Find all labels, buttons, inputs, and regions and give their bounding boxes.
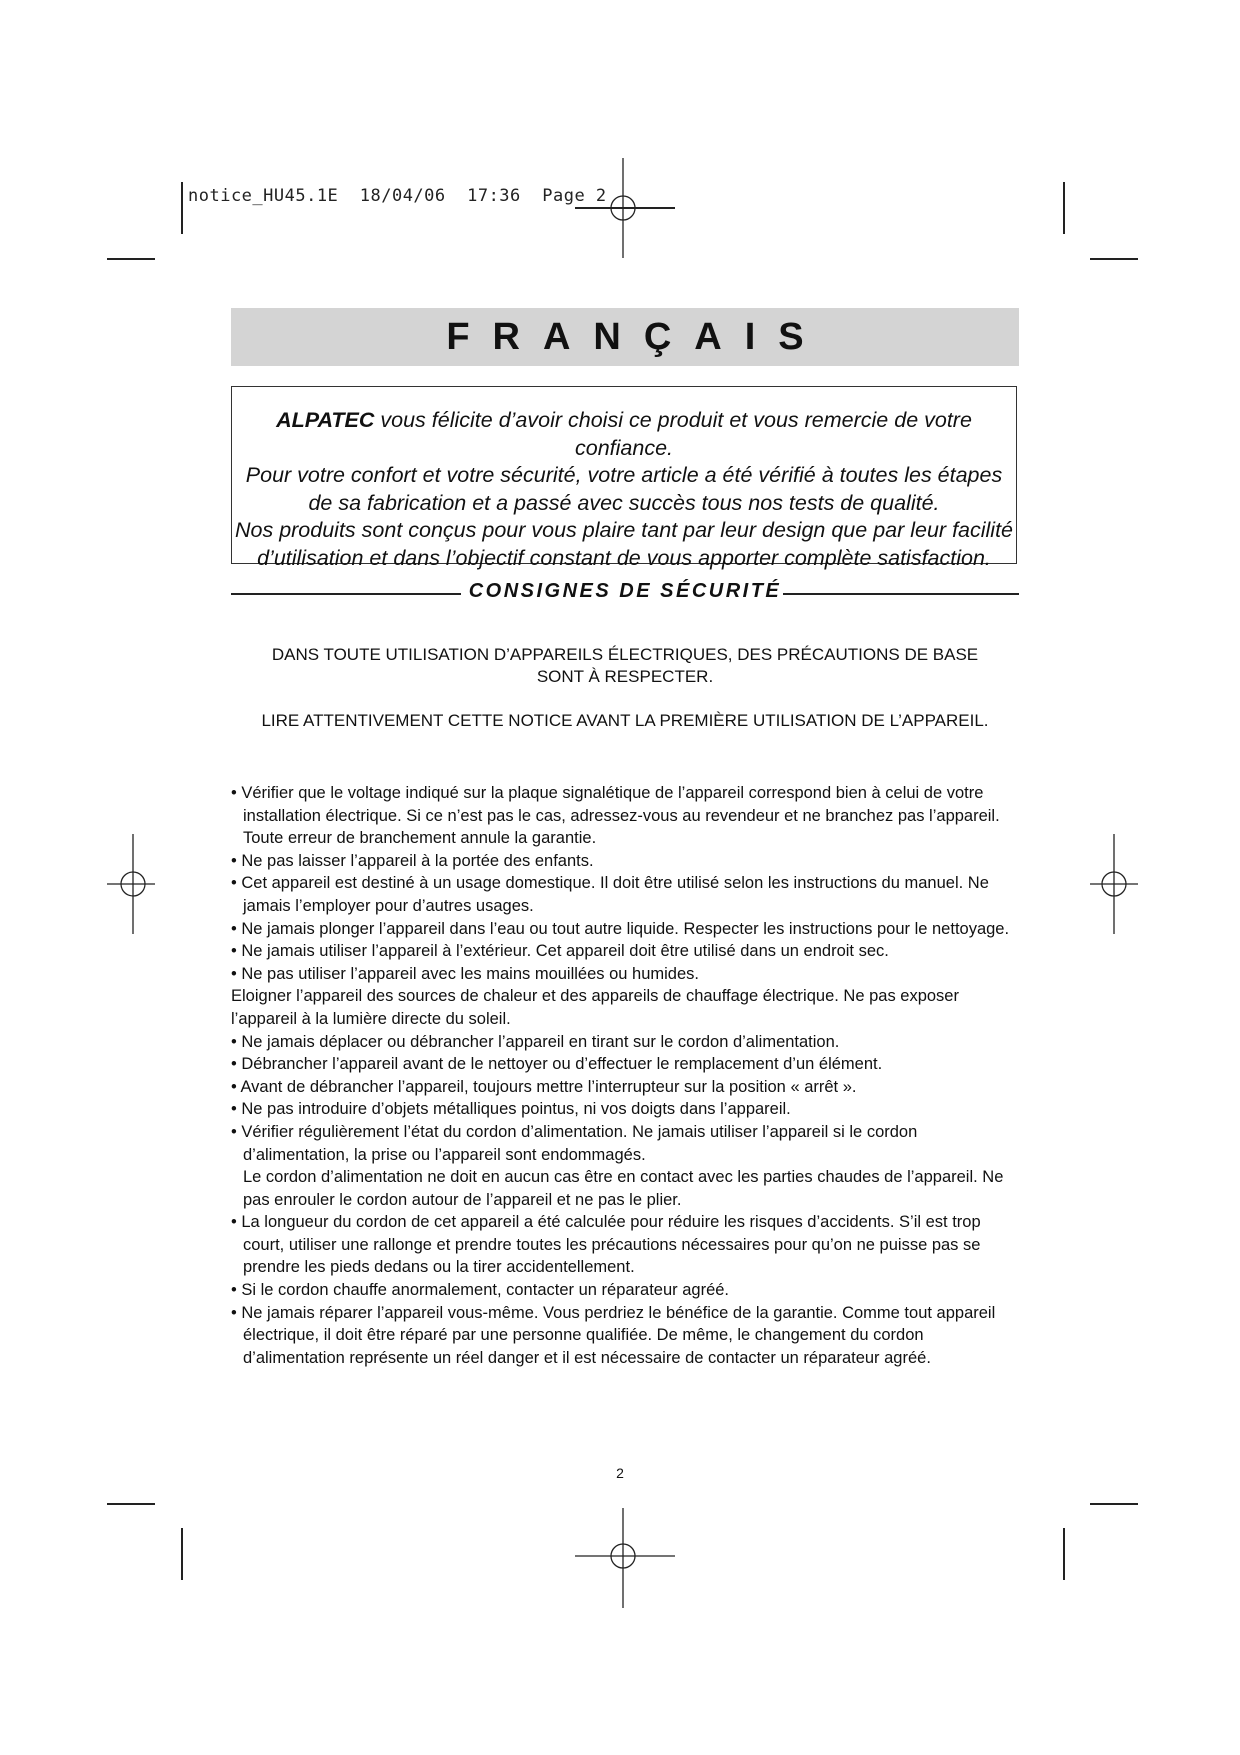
list-item: • Ne pas utiliser l’appareil avec les mains mouillées ou humides.	[231, 964, 699, 983]
crop-mark	[107, 1503, 155, 1505]
registration-mark-icon	[107, 834, 207, 934]
banner-title: FRANÇAIS	[446, 316, 827, 358]
crop-mark	[1090, 1503, 1138, 1505]
notice-line: SONT À RESPECTER.	[536, 667, 714, 686]
crop-mark	[107, 258, 155, 260]
list-item: • Ne jamais utiliser l’appareil à l’extérieur. Cet appareil doit être utilisé dans un endroit sec.	[231, 942, 889, 961]
intro-line: Nos produits sont conçus pour vous plaire tant par leur design que par leur facilité	[234, 518, 1014, 542]
registration-mark-icon	[1090, 834, 1190, 934]
notice-line: DANS TOUTE UTILISATION D’APPAREILS ÉLECTRIQUES, DES PRÉCAUTIONS DE BASE	[271, 645, 979, 664]
section-heading	[231, 580, 1019, 610]
crop-mark	[1063, 182, 1065, 234]
registration-mark-icon	[575, 1508, 675, 1608]
list-item: • Débrancher l’appareil avant de le nettoyer ou d’effectuer le remplacement d’un élément.	[231, 1055, 883, 1074]
section-title: CONSIGNES DE SÉCURITÉ	[468, 580, 782, 602]
safety-rules-list	[231, 782, 1021, 1369]
precaution-notice	[231, 644, 1019, 688]
intro-line: Pour votre confort et votre sécurité, votre article a été vérifié à toutes les étapes	[245, 463, 1003, 487]
list-item: • Cet appareil est destiné à un usage domestique. Il doit être utilisé selon les instructions du manuel. Ne jamais l’employer pour d’autres usages.	[231, 874, 989, 915]
intro-box	[231, 386, 1017, 570]
crop-mark	[1090, 258, 1138, 260]
list-item: • Ne jamais déplacer ou débrancher l’appareil en tirant sur le cordon d’alimentation.	[231, 1032, 840, 1051]
intro-line	[232, 407, 1016, 462]
page-number: 2	[616, 1465, 624, 1481]
intro-line: de sa fabrication et a passé avec succès tous nos tests de qualité.	[308, 490, 940, 515]
crop-mark	[181, 182, 183, 234]
registration-mark-icon	[575, 158, 675, 258]
intro-line: d’utilisation et dans l’objectif constant de vous apporter complète satisfaction.	[257, 545, 991, 570]
list-item: • Vérifier que le voltage indiqué sur la plaque signalétique de l’appareil correspond bien à celui de votre installation électrique. Si ce n’est pas le cas, adressez-vous au revendeur et ne branchez pas l’appareil. Toute erreur de branchement annule la garantie.	[231, 784, 1000, 848]
list-continuation: Le cordon d’alimentation ne doit en aucun cas être en contact avec les parties chaudes de l’appareil. Ne pas enrouler le cordon autour de l’appareil et ne pas le plier.	[243, 1168, 1004, 1209]
language-banner	[231, 308, 1019, 366]
list-item: • Ne jamais plonger l’appareil dans l’eau ou tout autre liquide. Respecter les instructions pour le nettoyage.	[231, 919, 1010, 938]
intro-text: vous félicite d’avoir choisi ce produit et vous remercie de votre confiance.	[374, 408, 972, 460]
crop-mark	[181, 1528, 183, 1580]
read-notice: LIRE ATTENTIVEMENT CETTE NOTICE AVANT LA PREMIÈRE UTILISATION DE L’APPAREIL.	[261, 711, 989, 730]
list-paragraph: Eloigner l’appareil des sources de chaleur et des appareils de chauffage électrique. Ne pas exposer l’appareil à la lumière directe du soleil.	[231, 987, 959, 1028]
print-slug: notice_HU45.1E 18/04/06 17:36 Page 2	[188, 186, 607, 206]
list-item: • Ne pas laisser l’appareil à la portée des enfants.	[231, 851, 594, 870]
list-item: • La longueur du cordon de cet appareil a été calculée pour réduire les risques d’accidents. S’il est trop court, utiliser une rallonge et prendre toutes les précautions nécessaires pour qu’on ne puisse pas se prendre les pieds dedans ou la tirer accidentellement.	[231, 1213, 981, 1277]
crop-mark	[1063, 1528, 1065, 1580]
list-item: • Ne pas introduire d’objets métalliques pointus, ni vos doigts dans l’appareil.	[231, 1100, 791, 1119]
list-item: • Avant de débrancher l’appareil, toujours mettre l’interrupteur sur la position « arrêt ».	[231, 1077, 857, 1096]
brand-name: ALPATEC	[276, 408, 375, 432]
heading-rule-right	[783, 593, 1019, 595]
list-item: • Vérifier régulièrement l’état du cordon d’alimentation. Ne jamais utiliser l’appareil si le cordon d’alimentation, la prise ou l’appareil sont endommagés.	[231, 1122, 918, 1164]
list-item: • Ne jamais réparer l’appareil vous-même. Vous perdriez le bénéfice de la garantie. Comme tout appareil électrique, il doit être réparé par une personne qualifiée. De même, le changement du cordon d’alimentation représente un réel danger et il est nécessaire de contacter un réparateur agréé.	[231, 1303, 996, 1367]
list-item: • Si le cordon chauffe anormalement, contacter un réparateur agréé.	[231, 1281, 730, 1300]
